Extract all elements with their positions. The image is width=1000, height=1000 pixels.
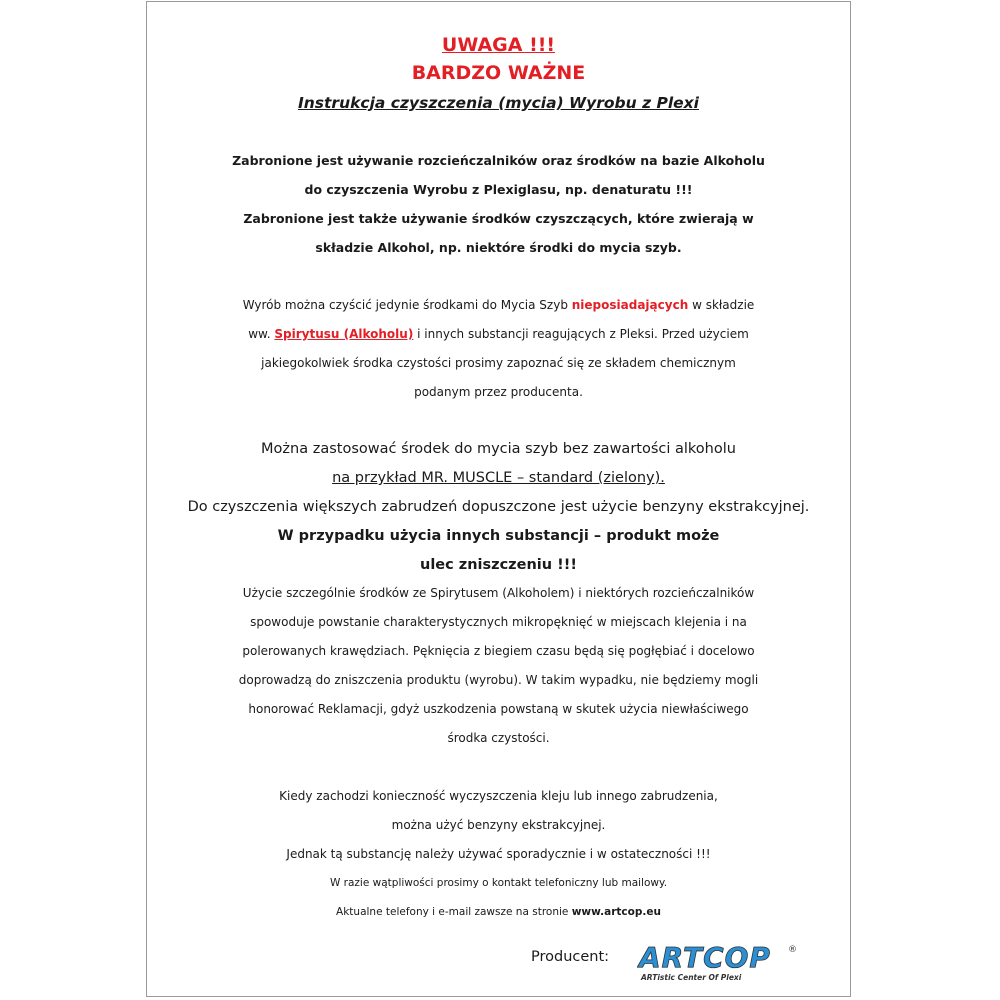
- consequences-line-6: środka czystości.: [447, 731, 550, 745]
- contact-line-1: W razie wątpliwości prosimy o kontakt telefoniczny lub mailowy.: [329, 877, 668, 889]
- prohibition-line-4: składzie Alkohol, np. niektóre środki do mycia szyb.: [315, 240, 682, 255]
- document-subtitle: Instrukcja czyszczenia (mycia) Wyrobu z Plexi: [298, 94, 699, 112]
- damage-warning-line-2: ulec zniszczeniu !!!: [420, 557, 577, 573]
- damage-warning-line-1: W przypadku użycia innych substancji – produkt może: [277, 528, 720, 544]
- consequences-line-5: honorować Reklamacji, gdyż uszkodzenia powstaną w skutek użycia niewłaściwego: [248, 702, 749, 716]
- producer-label: Producent:: [531, 949, 610, 965]
- recommended-product: na przykład MR. MUSCLE – standard (zielony).: [332, 470, 665, 486]
- consequences-line-2: spowoduje powstanie charakterystycznych mikropęknięć w miejscach klejenia i na: [250, 615, 747, 629]
- prohibition-line-3: Zabronione jest także używanie środków czyszczących, które zwierają w: [243, 211, 754, 226]
- document-page: [146, 1, 851, 997]
- consequences-line-4: doprowadzą do zniszczenia produktu (wyrobu). W takim wypadku, nie będziemy mogli: [238, 673, 759, 687]
- svg-text:ARTistic Center Of Plexi: ARTistic Center Of Plexi: [641, 973, 742, 982]
- prohibition-line-1: Zabronione jest używanie rozcieńczalników oraz środków na bazie Alkoholu: [232, 153, 765, 168]
- svg-text:®: ®: [788, 945, 797, 955]
- warning-heading: UWAGA !!!: [441, 34, 556, 56]
- allowed-cleaners-line-1: Wyrób można czyścić jedynie środkami do Mycia Szyb nieposiadających w składzie: [242, 298, 755, 312]
- website-link[interactable]: www.artcop.eu: [571, 906, 661, 918]
- recommendation-line-3: Do czyszczenia większych zabrudzeń dopuszczone jest użycie benzyny ekstrakcyjnej.: [187, 499, 810, 515]
- glue-cleaning-line-3: Jednak tą substancję należy używać sporadycznie i w ostateczności !!!: [286, 847, 711, 861]
- artcop-logo: [637, 940, 802, 984]
- consequences-line-1: Użycie szczególnie środków ze Spirytusem (Alkoholem) i niektórych rozcieńczalników: [242, 586, 755, 600]
- contact-line-2: Aktualne telefony i e-mail zawsze na stronie www.artcop.eu: [336, 906, 661, 918]
- artcop-logo-graphic: [637, 940, 802, 984]
- allowed-cleaners-line-2: ww. Spirytusu (Alkoholu) i innych substancji reagujących z Pleksi. Przed użyciem: [248, 327, 749, 341]
- glue-cleaning-line-2: można użyć benzyny ekstrakcyjnej.: [391, 818, 606, 832]
- recommendation-line-1: Można zastosować środek do mycia szyb bez zawartości alkoholu: [261, 441, 736, 457]
- emphasis-spirit-alcohol: Spirytusu (Alkoholu): [274, 327, 414, 341]
- consequences-line-3: polerowanych krawędziach. Pęknięcia z biegiem czasu będą się pogłębiać i docelowo: [242, 644, 755, 658]
- allowed-cleaners-line-4: podanym przez producenta.: [414, 385, 583, 399]
- allowed-cleaners-line-3: jakiegokolwiek środka czystości prosimy zapoznać się ze składem chemicznym: [261, 356, 736, 370]
- svg-text:ARTCOP: ARTCOP: [639, 941, 771, 974]
- emphasis-no-alcohol: nieposiadających: [571, 298, 689, 312]
- important-heading: BARDZO WAŻNE: [411, 62, 586, 84]
- prohibition-line-2: do czyszczenia Wyrobu z Plexiglasu, np. denaturatu !!!: [304, 182, 693, 197]
- glue-cleaning-line-1: Kiedy zachodzi konieczność wyczyszczenia kleju lub innego zabrudzenia,: [279, 789, 718, 803]
